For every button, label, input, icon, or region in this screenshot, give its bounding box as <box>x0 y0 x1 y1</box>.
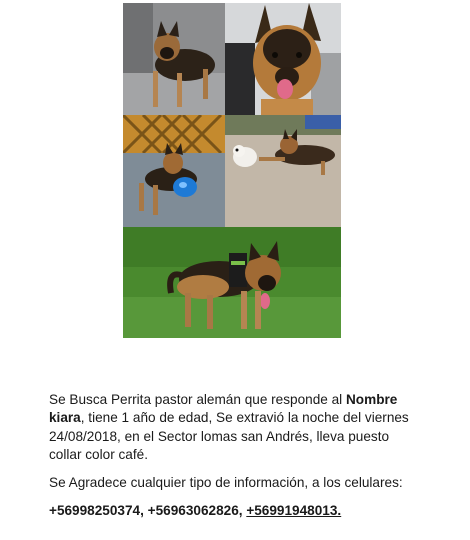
flyer-text <box>49 391 421 520</box>
dog-photo-5 <box>123 227 341 338</box>
dog-photo-1 <box>123 3 225 115</box>
thanks-text: Se Agradece cualquier tipo de información, a los celulares: <box>49 474 403 490</box>
dog-photo-4 <box>225 115 341 227</box>
photo-collage <box>123 3 341 338</box>
dog-name: kiara <box>49 410 81 426</box>
intro-text: Se Busca Perrita pastor alemán que responde al <box>49 392 346 407</box>
phone-1: +56998250374, <box>49 503 148 519</box>
dog-photo-3 <box>123 115 225 227</box>
phone-3: +56991948013. <box>246 503 342 519</box>
dog-photo-2 <box>225 3 341 115</box>
phone-numbers <box>49 502 421 520</box>
lost-dog-description <box>49 391 421 465</box>
name-label: Nombre <box>345 392 398 407</box>
phone-2: +56963062826, <box>147 503 247 519</box>
details-text: , tiene 1 año de edad, Se extravió la noche del viernes 24/08/2018, en el Sector lomas san Andrés, lleva puesto collar color café. <box>49 410 409 463</box>
